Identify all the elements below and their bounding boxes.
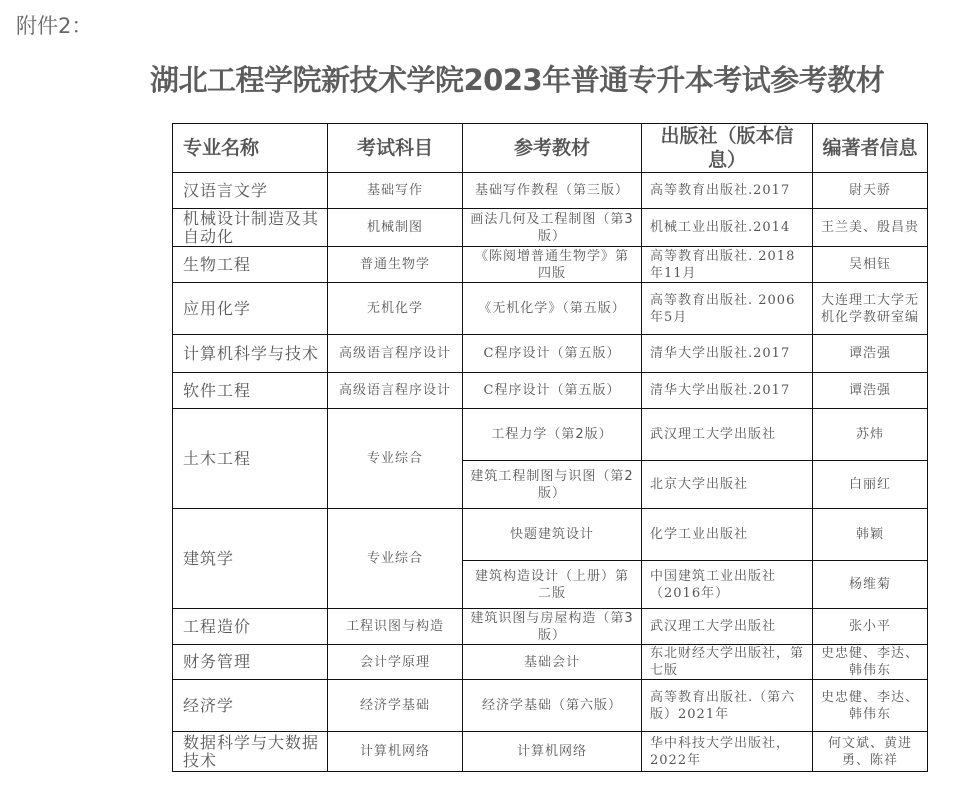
attachment-label: 附件2： bbox=[16, 14, 93, 38]
cell-author: 张小平 bbox=[813, 609, 928, 645]
cell-subject: 高级语言程序设计 bbox=[328, 373, 463, 409]
cell-subject: 经济学基础 bbox=[328, 680, 463, 732]
cell-author: 杨维菊 bbox=[813, 561, 928, 609]
cell-major: 数据科学与大数据技术 bbox=[173, 732, 328, 772]
cell-author: 史忠健、李达、韩伟东 bbox=[813, 680, 928, 732]
cell-author: 尉天骄 bbox=[813, 173, 928, 209]
table-row bbox=[173, 680, 928, 732]
cell-subject: 无机化学 bbox=[328, 283, 463, 335]
col-header-subject: 考试科目 bbox=[328, 124, 463, 173]
cell-subject: 计算机网络 bbox=[328, 732, 463, 772]
table-row bbox=[173, 509, 928, 561]
cell-major: 工程造价 bbox=[173, 609, 328, 645]
cell-major: 生物工程 bbox=[173, 247, 328, 283]
cell-publisher: 武汉理工大学出版社 bbox=[642, 609, 813, 645]
cell-author: 谭浩强 bbox=[813, 335, 928, 373]
cell-author: 史忠健、李达、韩伟东 bbox=[813, 645, 928, 680]
col-header-author: 编著者信息 bbox=[813, 124, 928, 173]
cell-textbook: 经济学基础（第六版） bbox=[463, 680, 642, 732]
cell-author: 白丽红 bbox=[813, 461, 928, 509]
cell-publisher: 化学工业出版社 bbox=[642, 509, 813, 561]
cell-subject: 专业综合 bbox=[328, 409, 463, 509]
cell-major: 财务管理 bbox=[173, 645, 328, 680]
cell-publisher: 北京大学出版社 bbox=[642, 461, 813, 509]
cell-textbook: 基础会计 bbox=[463, 645, 642, 680]
cell-textbook: 画法几何及工程制图（第3版） bbox=[463, 209, 642, 247]
col-header-publisher: 出版社（版本信息） bbox=[642, 124, 813, 173]
cell-subject: 工程识图与构造 bbox=[328, 609, 463, 645]
cell-author: 王兰美、殷昌贵 bbox=[813, 209, 928, 247]
cell-publisher: 高等教育出版社.（第六版）2021年 bbox=[642, 680, 813, 732]
cell-publisher: 东北财经大学出版社，第七版 bbox=[642, 645, 813, 680]
cell-subject: 普通生物学 bbox=[328, 247, 463, 283]
cell-publisher: 高等教育出版社. 2018年11月 bbox=[642, 247, 813, 283]
cell-major: 建筑学 bbox=[173, 509, 328, 609]
cell-author: 大连理工大学无机化学教研室编 bbox=[813, 283, 928, 335]
col-header-major: 专业名称 bbox=[173, 124, 328, 173]
cell-major: 土木工程 bbox=[173, 409, 328, 509]
cell-subject: 专业综合 bbox=[328, 509, 463, 609]
cell-publisher: 华中科技大学出版社，2022年 bbox=[642, 732, 813, 772]
col-header-textbook: 参考教材 bbox=[463, 124, 642, 173]
cell-textbook: 工程力学（第2版） bbox=[463, 409, 642, 461]
cell-author: 吴相钰 bbox=[813, 247, 928, 283]
document-title: 湖北工程学院新技术学院2023年普通专升本考试参考教材 bbox=[150, 63, 885, 97]
cell-subject: 基础写作 bbox=[328, 173, 463, 209]
cell-subject: 会计学原理 bbox=[328, 645, 463, 680]
table-row bbox=[173, 373, 928, 409]
table-row bbox=[173, 247, 928, 283]
cell-textbook: 基础写作教程（第三版） bbox=[463, 173, 642, 209]
table-row bbox=[173, 209, 928, 247]
table-header-row bbox=[173, 124, 928, 173]
textbook-table bbox=[172, 123, 928, 772]
cell-publisher: 高等教育出版社. 2006年5月 bbox=[642, 283, 813, 335]
cell-major: 汉语言文学 bbox=[173, 173, 328, 209]
cell-author: 韩颖 bbox=[813, 509, 928, 561]
cell-textbook: C程序设计（第五版） bbox=[463, 335, 642, 373]
cell-major: 机械设计制造及其自动化 bbox=[173, 209, 328, 247]
cell-publisher: 中国建筑工业出版社（2016年） bbox=[642, 561, 813, 609]
cell-major: 应用化学 bbox=[173, 283, 328, 335]
cell-textbook: 建筑构造设计（上册）第二版 bbox=[463, 561, 642, 609]
table-row bbox=[173, 173, 928, 209]
cell-author: 谭浩强 bbox=[813, 373, 928, 409]
table-row bbox=[173, 732, 928, 772]
cell-textbook: 《陈阅增普通生物学》第四版 bbox=[463, 247, 642, 283]
cell-major: 计算机科学与技术 bbox=[173, 335, 328, 373]
table-row bbox=[173, 609, 928, 645]
cell-subject: 高级语言程序设计 bbox=[328, 335, 463, 373]
table-row bbox=[173, 335, 928, 373]
cell-author: 何文斌、黄进勇、陈祥 bbox=[813, 732, 928, 772]
cell-subject: 机械制图 bbox=[328, 209, 463, 247]
cell-publisher: 高等教育出版社.2017 bbox=[642, 173, 813, 209]
cell-textbook: 建筑识图与房屋构造（第3版） bbox=[463, 609, 642, 645]
cell-textbook: 《无机化学》（第五版） bbox=[463, 283, 642, 335]
cell-publisher: 武汉理工大学出版社 bbox=[642, 409, 813, 461]
cell-textbook: 计算机网络 bbox=[463, 732, 642, 772]
table-row bbox=[173, 283, 928, 335]
cell-textbook: C程序设计（第五版） bbox=[463, 373, 642, 409]
cell-publisher: 清华大学出版社.2017 bbox=[642, 373, 813, 409]
table-row bbox=[173, 409, 928, 461]
cell-author: 苏炜 bbox=[813, 409, 928, 461]
cell-textbook: 建筑工程制图与识图（第2版） bbox=[463, 461, 642, 509]
cell-major: 经济学 bbox=[173, 680, 328, 732]
cell-major: 软件工程 bbox=[173, 373, 328, 409]
cell-publisher: 机械工业出版社.2014 bbox=[642, 209, 813, 247]
cell-textbook: 快题建筑设计 bbox=[463, 509, 642, 561]
cell-publisher: 清华大学出版社.2017 bbox=[642, 335, 813, 373]
table-row bbox=[173, 645, 928, 680]
